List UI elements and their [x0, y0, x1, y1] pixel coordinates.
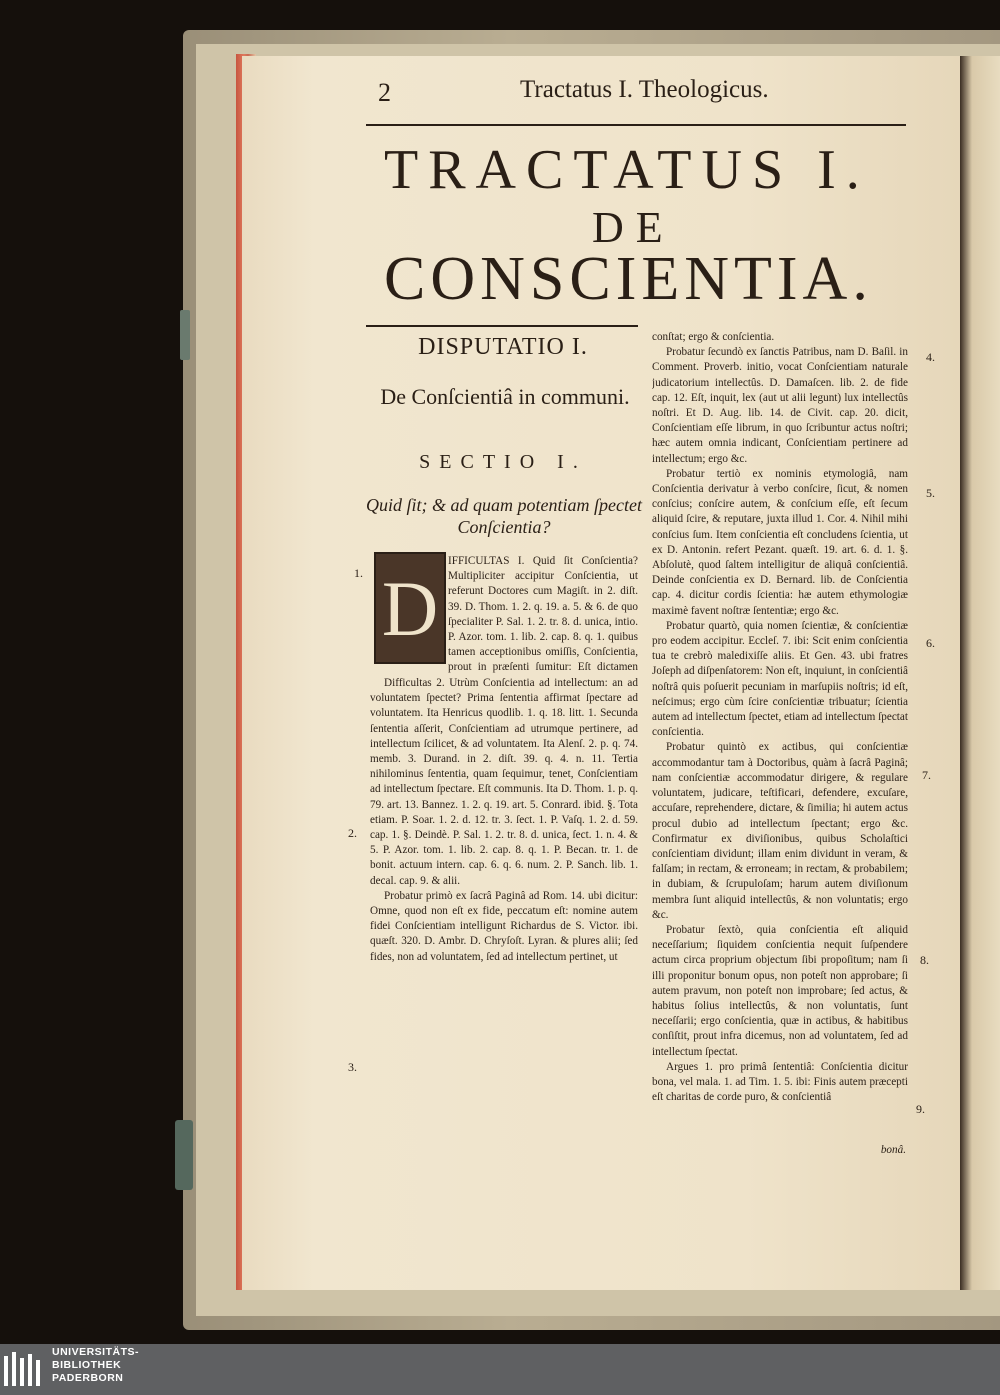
- margin-number-4: 4.: [926, 350, 935, 364]
- margin-number-3: 3.: [348, 1060, 357, 1074]
- margin-number-5: 5.: [926, 486, 935, 500]
- right-column-body: [652, 330, 908, 1130]
- clasp-bottom: [175, 1120, 193, 1190]
- paragraph-constat: conſtat; ergo & conſcientia.: [652, 331, 775, 343]
- paragraph-difficultas-2: Difficultas 2. Utrùm Conſcientia ad intellectum: an ad voluntatem ſpectet? Prima ſententia affirmat ſpectare ad voluntatem. Ita Henricus quodlib. 1. q. 18. litt. 1. Secunda ſententia aſſerit, Conſcientiam ad utrumque pertinere, ad intellectum ſcilicet, & ad voluntatem. Ita Alenſ. 2. p. q. 74. memb. 3. Durand. in 2. diſt. 39. q. 4. n. 11. Tertia nihilominus ſententia, quam ſequimur, tenet, Conſcientiam ad intellectum ſpectare. Eſt communis. Ita D. Thom. 1. p. q. 79. art. 13. Bannez. 1. 2. q. 19. art. 5. Conrard. ibid. §. Tota etiam. P. Soar. 1. 2. d. 12. tr. 3. ſect. 1. P. Vaſq. 1. 2. d. 59. cap. 1. §. Deindè. P. Sal. 1. 2. tr. 8. d. unica, ſect. 1. n. 4. & 5. P. Azor. tom. 1. lib. 2. cap. 8. q. 1. P. Becan. tr. 1. de bonit. actuum intern. cap. 6. q. 6. num. 2. P. Sanch. lib. 1. decal. cap. 9. & alii.: [370, 677, 638, 887]
- paragraph-probatur-quarto: Probatur quartò, quia nomen ſcientiæ, & conſcientiæ pro eodem accipitur. Eccleſ. 7. ibi: Scit enim conſcientia tua te crebrò maledixiſſe aliis. Et Gen. 43. ubi fratres Joſeph ad diſpenſatorem: Non eſt, inquiunt, in conſcientiâ noſtrâ quis poſuerit pecuniam in marſupiis noſtris; id eſt, neſcimus; ergo cùm ſcire conſcientiæ tribuatur; ſcientia autem ad intellectum ſpectet, etiam ad intellectum ſpectat conſcientia.: [652, 619, 908, 739]
- paragraph-difficultas-1: IFFICULTAS I. Quid ſit Conſcientia? Multipliciter accipitur Conſcientia, ut referunt Doctores cum Magiſt. in 2. diſt. 39. D. Thom. 1. 2. q. 19. a. 5. & 6. de quo ſpecialiter P. Sal. 1. 2. tr. 8. d. unica, intio. P. Azor. tom. 1. lib. 2. cap. 8. q. 1. quibus tamen acceptionibus omiſſis, Conſcientia, prout in præſenti ſumitur: Eſt dictamen: [448, 555, 638, 674]
- title-de: DE: [592, 203, 675, 252]
- running-head: Tractatus I. Theologicus.: [520, 76, 769, 103]
- ornamental-drop-cap: [374, 552, 446, 664]
- drop-cap-letter: D: [381, 565, 439, 652]
- column-rule: [366, 325, 638, 327]
- library-name: [52, 1346, 139, 1385]
- paragraph-probatur-tertio: Probatur tertiò ex nominis etymologiâ, nam Conſcientia derivatur à verbo conſcire, ſicut, & nomen conſcius; conſcire autem, & conſcium eſſe, eſt ſecum aliquid ſcire, & reputare, juxta illud 1. Cor. 4. Nihil mihi conſcius ſum. Item conſcientia eſt concludens ſcientia, ut ex D. Antonin. refert Pezant. quæſt. 19. art. 6. d. 1. §. Abſolutè, quod ſaltem intelligitur de aliquâ conſcientiâ. Deinde conſcientia ex D. Bernard. lib. de Conſcientia cap. 4. dicitur cordis ſcientia: hæ autem ethymologiæ maximè favent noſtræ ſententiæ; ergo &c.: [652, 467, 908, 617]
- margin-number-8: 8.: [920, 953, 929, 967]
- disputatio-heading: DISPUTATIO I.: [418, 334, 588, 360]
- title-tractatus: TRACTATUS I.: [384, 139, 870, 201]
- clasp-top: [180, 310, 190, 360]
- library-watermark-bar: [0, 1344, 1000, 1395]
- margin-number-2: 2.: [348, 826, 357, 840]
- paragraph-argues: Argues 1. pro primâ ſententiâ: Conſcientia dicitur bona, vel mala. 1. ad Tim. 1. 5. ibi: Finis autem præcepti eſt charitas de corde puro, & conſcientiâ: [652, 1060, 908, 1104]
- library-name-line-3: PADERBORN: [52, 1372, 124, 1384]
- title-conscientia: CONSCIENTIA.: [384, 245, 873, 313]
- left-column-body: [370, 676, 638, 1146]
- catchword: bonâ.: [880, 1144, 906, 1156]
- sectio-heading: SECTIO I.: [419, 451, 587, 473]
- library-name-line-1: UNIVERSITÄTS-: [52, 1346, 140, 1358]
- margin-number-7: 7.: [922, 768, 931, 782]
- disputatio-subtitle: De Conſcientiâ in communi.: [380, 384, 630, 409]
- margin-number-1: 1.: [354, 566, 363, 580]
- paragraph-probatur-quinto: Probatur quintò ex actibus, qui conſcientiæ accommodantur tam à Doctoribus, quàm à ſacrâ Paginâ; nam conſcientiæ accommodatur dirigere, & regulare voluntatem, judicare, teſtificari, defendere, excuſare, accuſare, reprehendere, dictare, & ſimilia; hi autem actus procul dubio ad intellectum ſpectant; ergo &c. Confirmatur ex diviſionibus, quibus Scholaſtici conſcientiam dividunt; illam enim dividunt in veram, & falſam; in rectam, & erroneam; in rectam, & probabilem; in dubiam, & ſcrupuloſam; harum autem diviſionum membra ſunt aliquid intellectûs, & non voluntatis; ergo &c.: [652, 741, 908, 921]
- sectio-question: Quid ſit; & ad quam potentiam ſpectet Conſcientia?: [366, 495, 642, 537]
- facing-page-edge: [960, 56, 1000, 1290]
- paragraph-probatur-secundo: Probatur ſecundò ex ſanctis Patribus, nam D. Baſil. in Comment. Proverb. initio, vocat Conſcientiam naturale judicatorium intellectûs. D. Damaſcen. lib. 2. de fide cap. 12. Eſt, inquit, lex (aut ut alii legunt) lux intellectûs noſtri. Et D. Aug. lib. 14. de Civit. cap. 20. dicit, Conſcientiam eſſe librum, in quo ſcribuntur actus noſtri; hæc autem omnia indicant, Conſcientiam pertinere ad intellectum; ergo &c.: [652, 346, 908, 465]
- margin-number-6: 6.: [926, 636, 935, 650]
- library-name-line-2: BIBLIOTHEK: [52, 1359, 122, 1371]
- paragraph-probatur-sexto: Probatur ſextò, quia conſcientia eſt aliquid neceſſarium; ſiquidem conſcientia nequit ſuſpendere actum circa proprium objectum ſibi propoſitum; nam ſi illi proponitur bonum opus, non poteſt non approbare; ſi autem pravum, non poteſt non improbare; ſed actus, & habitus ſolius intellectûs, & non voluntatis, ſunt neceſſarii; ergo conſcientia, quæ in actibus, & habitibus conſiſtit, prout infra dicemus, non ad voluntatem, ſed ad intellectum ſpectat.: [652, 923, 908, 1058]
- page-number: 2: [378, 78, 391, 107]
- library-logo-icon: [2, 1350, 44, 1390]
- left-text-beside-capital: [448, 554, 638, 674]
- paragraph-probatur-primo: Probatur primò ex ſacrâ Paginâ ad Rom. 14. ubi dicitur: Omne, quod non eſt ex fide, peccatum eſt: nomine autem fidei Conſcientiam intelligunt Richardus de S. Victor. ibi. quæſt. 320. D. Ambr. D. Chryſoſt. Lyran. & plures alii; ſed fides, non ad voluntatem, ſed ad intellectum pertinet, ut: [370, 889, 638, 963]
- margin-number-9: 9.: [916, 1102, 925, 1116]
- header-rule: [366, 124, 906, 126]
